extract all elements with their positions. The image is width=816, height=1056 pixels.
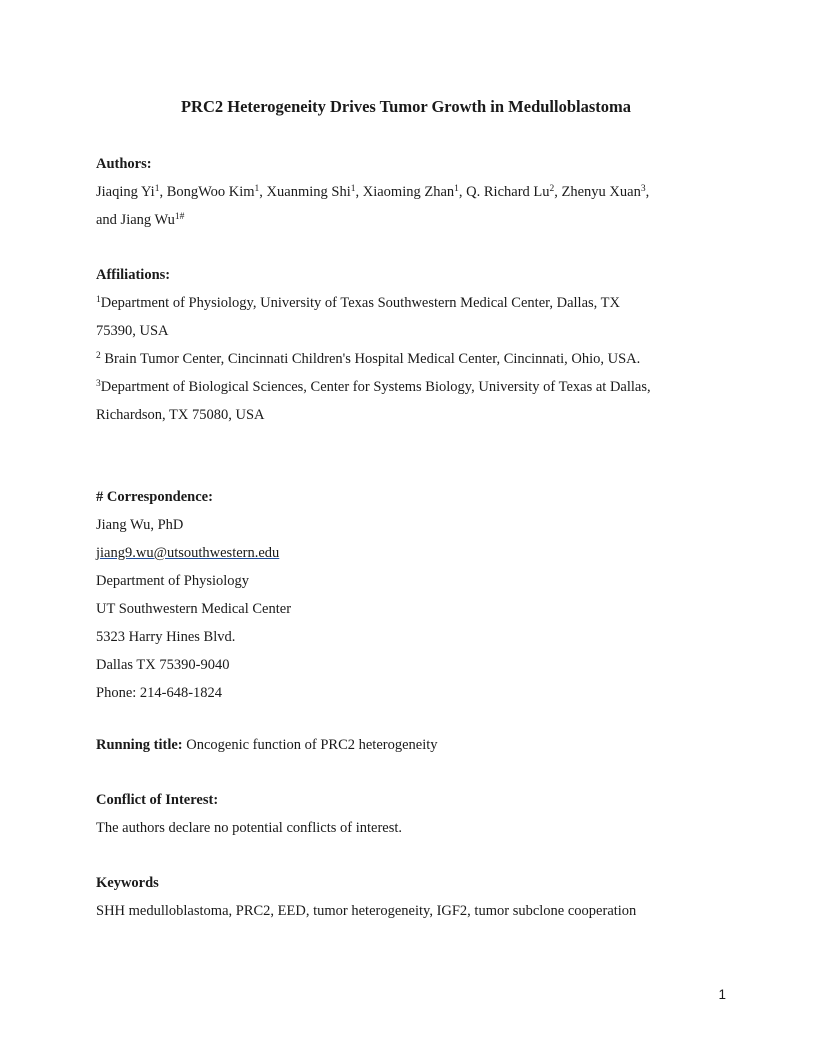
author-line-2 [96, 206, 736, 234]
conflict-text: The authors declare no potential conflicts of interest. [96, 820, 403, 836]
author-name: Q. Richard Lu [466, 184, 550, 200]
correspondence-name: Jiang Wu, PhD [96, 517, 184, 533]
author-name: Zhenyu Xuan [561, 184, 641, 200]
paper-title: PRC2 Heterogeneity Drives Tumor Growth in Medulloblastoma [180, 97, 632, 116]
author-name: Xiaoming Zhan [362, 184, 455, 200]
affiliation-text: Department of Biological Sciences, Center for Systems Biology, University of Texas at Dallas, [100, 379, 651, 395]
affiliation-3 [96, 373, 736, 401]
email-link[interactable]: jiang9.wu@utsouthwestern.edu [96, 545, 280, 561]
correspondence-section [96, 483, 736, 707]
author-sep: , [159, 184, 167, 200]
author-affil-sup: 1 [350, 184, 356, 194]
author-sep: , [458, 184, 467, 200]
correspondence-institution: UT Southwestern Medical Center [96, 601, 292, 617]
affiliation-text: Department of Physiology, University of Texas Southwestern Medical Center, Dallas, TX [100, 295, 620, 311]
correspondence-phone: Phone: 214-648-1824 [96, 685, 223, 701]
affiliations-section [96, 261, 736, 429]
page-number: 1 [718, 987, 726, 1002]
author-line-1 [96, 178, 736, 206]
author-sep: , [645, 184, 650, 200]
correspondence-heading: # Correspondence: [96, 489, 213, 505]
running-title-value: Oncogenic function of PRC2 heterogeneity [182, 737, 438, 753]
author-sep: , [259, 184, 267, 200]
author-name: and Jiang Wu [96, 212, 175, 228]
keywords-text: SHH medulloblastoma, PRC2, EED, tumor heterogeneity, IGF2, tumor subclone cooperation [96, 903, 637, 919]
author-affil-sup: 1 [154, 184, 160, 194]
running-title-label: Running title: [96, 737, 183, 753]
affiliation-1 [96, 289, 736, 317]
author-name: Jiaqing Yi [96, 184, 155, 200]
affiliation-text: Brain Tumor Center, Cincinnati Children's Hospital Medical Center, Cincinnati, Ohio, USA. [100, 351, 641, 367]
running-title-section [96, 731, 736, 759]
keywords-section [96, 869, 736, 925]
correspondence-department: Department of Physiology [96, 573, 250, 589]
author-name: Xuanming Shi [266, 184, 351, 200]
author-affil-sup: 1 [254, 184, 260, 194]
keywords-heading: Keywords [96, 875, 159, 891]
authors-heading: Authors: [96, 156, 152, 172]
correspondence-city: Dallas TX 75390-9040 [96, 657, 230, 673]
correspondence-street: 5323 Harry Hines Blvd. [96, 629, 236, 645]
author-name: BongWoo Kim [166, 184, 255, 200]
affil-number: 2 [96, 351, 101, 361]
affil-number: 3 [96, 379, 101, 389]
author-affil-sup: 2 [549, 184, 555, 194]
affiliation-2 [96, 345, 736, 373]
author-affil-sup: 1# [174, 212, 185, 222]
affiliation-3-cont: Richardson, TX 75080, USA [96, 407, 265, 423]
author-affil-sup: 1 [454, 184, 459, 194]
authors-section [96, 150, 736, 234]
affiliations-heading: Affiliations: [96, 267, 171, 283]
author-sep: , [554, 184, 562, 200]
affil-number: 1 [96, 295, 101, 305]
conflict-section [96, 786, 736, 842]
affiliation-1-cont: 75390, USA [96, 323, 169, 339]
conflict-heading: Conflict of Interest: [96, 792, 219, 808]
author-affil-sup: 3 [640, 184, 646, 194]
author-sep: , [355, 184, 363, 200]
